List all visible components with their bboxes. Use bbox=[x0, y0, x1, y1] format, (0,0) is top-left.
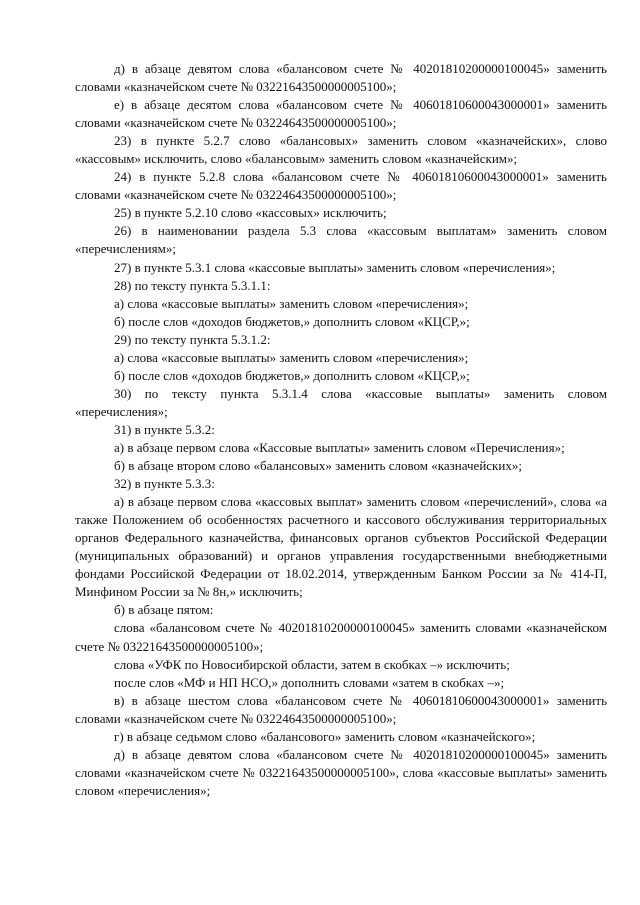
paragraph: 30) по тексту пункта 5.3.1.4 слова «кассовые выплаты» заменить словом «перечисления»; bbox=[75, 385, 607, 419]
paragraph: 26) в наименовании раздела 5.3 слова «кассовым выплатам» заменить словом «перечислениям»; bbox=[75, 223, 607, 257]
paragraph: 29) по тексту пункта 5.3.1.2: bbox=[114, 331, 271, 347]
paragraph: е) в абзаце десятом слова «балансовом счете № 40601810600043000001» заменить словами «казначейском счете № 03224643500000005100»; bbox=[75, 97, 607, 131]
paragraph: г) в абзаце седьмом слово «балансового» заменить словом «казначейского»; bbox=[114, 728, 536, 744]
paragraph: 27) в пункте 5.3.1 слова «кассовые выплаты» заменить словом «перечисления»; bbox=[114, 259, 556, 275]
paragraph: а) слова «кассовые выплаты» заменить словом «перечисления»; bbox=[114, 349, 469, 365]
paragraph: б) после слов «доходов бюджетов,» дополнить словом «КЦСР,»; bbox=[114, 313, 470, 329]
paragraph: а) в абзаце первом слова «Кассовые выплаты» заменить словом «Перечисления»; bbox=[114, 439, 565, 455]
paragraph: д) в абзаце девятом слова «балансовом счете № 40201810200000100045» заменить словами «казначейском счете № 03221643500000005100», слова «кассовые выплаты» заменить словом «перечисления»; bbox=[75, 746, 607, 798]
paragraph: а) в абзаце первом слова «кассовых выплат» заменить словом «перечислений», слова «а также Положением об особенностях расчетного и кассового обслуживания территориальных органов Федерального казначейства, финансовых органов субъектов Российской Федерации (муниципальных образований) и органов управления государственными внебюджетными фондами Российской Федерации от 18.02.2014, утвержденным Банком России за № 414-П, Минфином России за № 8н,» исключить; bbox=[75, 494, 607, 600]
paragraph: 23) в пункте 5.2.7 слово «балансовых» заменить словом «казначейских», слово «кассовым» исключить, слово «балансовым» заменить словом «казначейским»; bbox=[75, 133, 607, 167]
paragraph: слова «УФК по Новосибирской области, затем в скобках –» исключить; bbox=[114, 656, 510, 672]
paragraph: б) в абзаце втором слово «балансовых» заменить словом «казначейских»; bbox=[114, 458, 522, 474]
paragraph: 25) в пункте 5.2.10 слово «кассовых» исключить; bbox=[114, 205, 387, 221]
paragraph: б) в абзаце пятом: bbox=[114, 602, 214, 618]
paragraph: 28) по тексту пункта 5.3.1.1: bbox=[114, 277, 271, 293]
paragraph: 32) в пункте 5.3.3: bbox=[114, 476, 215, 492]
paragraph: д) в абзаце девятом слова «балансовом счете № 40201810200000100045» заменить словами «казначейском счете № 03221643500000005100»; bbox=[75, 61, 607, 95]
paragraph: 31) в пункте 5.3.2: bbox=[114, 421, 215, 437]
paragraph: слова «балансовом счете № 40201810200000100045» заменить словами «казначейском счете № 03221643500000005100»; bbox=[75, 620, 607, 654]
paragraph: в) в абзаце шестом слова «балансовом счете № 40601810600043000001» заменить словами «казначейском счете № 03224643500000005100»; bbox=[75, 692, 607, 726]
document-body bbox=[75, 60, 607, 800]
paragraph: 24) в пункте 5.2.8 слова «балансовом счете № 40601810600043000001» заменить словами «казначейском счете № 03224643500000005100»; bbox=[75, 169, 607, 203]
paragraph: а) слова «кассовые выплаты» заменить словом «перечисления»; bbox=[114, 295, 469, 311]
paragraph: б) после слов «доходов бюджетов,» дополнить словом «КЦСР,»; bbox=[114, 367, 470, 383]
paragraph: после слов «МФ и НП НСО,» дополнить словами «затем в скобках –»; bbox=[114, 674, 505, 690]
